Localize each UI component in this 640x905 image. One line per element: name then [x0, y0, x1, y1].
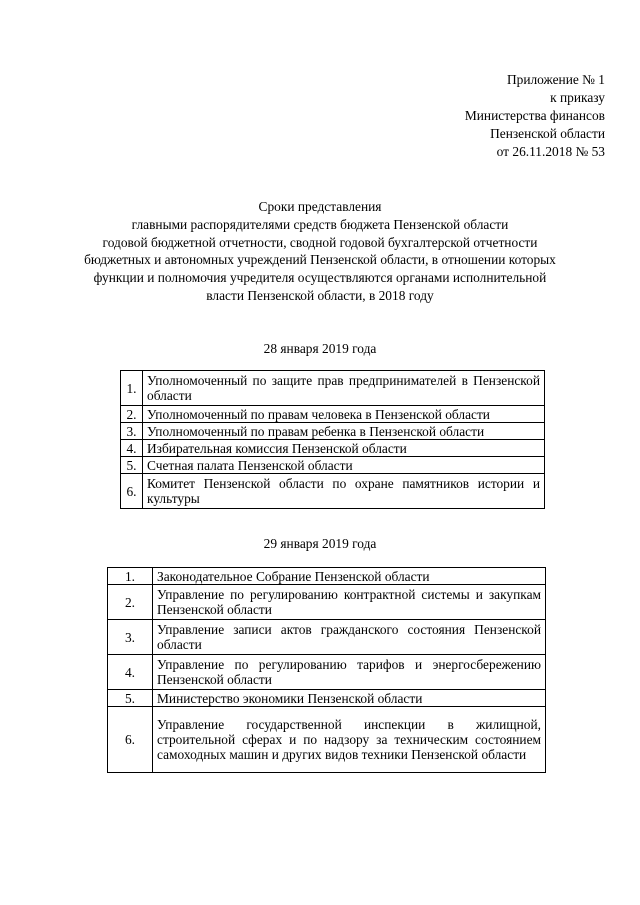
row-number: 2.	[108, 585, 153, 620]
table-row	[121, 423, 545, 440]
row-institution: Управление записи актов гражданского состояния Пензенской области	[153, 620, 546, 655]
row-institution: Министерство экономики Пензенской области	[153, 690, 546, 707]
institutions-table-jan-28	[120, 370, 545, 509]
appendix-line: от 26.11.2018 № 53	[496, 144, 605, 159]
row-number: 3.	[121, 423, 143, 440]
row-institution: Избирательная комиссия Пензенской области	[143, 440, 545, 457]
row-institution: Управление по регулированию тарифов и энергосбережению Пензенской области	[153, 655, 546, 690]
row-number: 6.	[108, 707, 153, 773]
table-row	[121, 371, 545, 406]
title-line: власти Пензенской области, в 2018 году	[206, 287, 434, 303]
title-line: бюджетных и автономных учреждений Пензенской области, в отношении которых	[84, 252, 556, 268]
title-line: функции и полномочия учредителя осуществляются органами исполнительной	[93, 270, 547, 286]
row-number: 3.	[108, 620, 153, 655]
table-row	[121, 440, 545, 457]
table-row	[108, 568, 546, 585]
table-row	[108, 690, 546, 707]
section-date-heading: 28 января 2019 года	[263, 341, 377, 356]
row-number: 5.	[121, 457, 143, 474]
appendix-line: Пензенской области	[490, 126, 605, 141]
row-institution: Законодательное Собрание Пензенской области	[153, 568, 546, 585]
table-row	[108, 620, 546, 655]
table-row	[108, 655, 546, 690]
table-row	[108, 707, 546, 773]
title-line: главными распорядителями средств бюджета Пензенской области	[131, 216, 509, 232]
row-institution: Управление государственной инспекции в жилищной, строительной сферах и по надзору за техническим состоянием самоходных машин и других видов техники Пензенской области	[153, 707, 546, 773]
appendix-line: Министерства финансов	[464, 108, 605, 123]
row-institution: Уполномоченный по правам ребенка в Пензенской области	[143, 423, 545, 440]
table-row	[121, 406, 545, 423]
row-number: 4.	[108, 655, 153, 690]
row-institution: Уполномоченный по защите прав предпринимателей в Пензенской области	[143, 371, 545, 406]
row-number: 1.	[121, 371, 143, 406]
title-line: Сроки представления	[258, 199, 382, 214]
row-number: 2.	[121, 406, 143, 423]
row-institution: Счетная палата Пензенской области	[143, 457, 545, 474]
row-institution: Управление по регулированию контрактной системы и закупкам Пензенской области	[153, 585, 546, 620]
appendix-line: к приказу	[550, 90, 605, 105]
table-row	[108, 585, 546, 620]
title-line: годовой бюджетной отчетности, сводной годовой бухгалтерской отчетности	[102, 234, 538, 250]
table-row	[121, 457, 545, 474]
row-institution: Комитет Пензенской области по охране памятников истории и культуры	[143, 474, 545, 509]
institutions-table-jan-29	[107, 567, 546, 773]
appendix-header	[465, 71, 605, 161]
section-date-heading: 29 января 2019 года	[263, 536, 377, 551]
row-number: 4.	[121, 440, 143, 457]
row-number: 1.	[108, 568, 153, 585]
row-number: 5.	[108, 690, 153, 707]
appendix-line: Приложение № 1	[506, 72, 605, 87]
row-institution: Уполномоченный по правам человека в Пензенской области	[143, 406, 545, 423]
table-row	[121, 474, 545, 509]
row-number: 6.	[121, 474, 143, 509]
document-title	[40, 198, 600, 305]
